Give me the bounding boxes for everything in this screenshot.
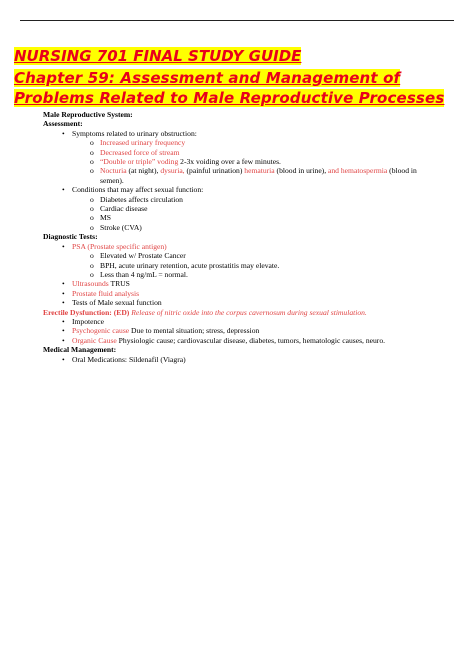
sub-bullet-icon: o: [90, 213, 94, 223]
bullet-icon: •: [62, 288, 65, 298]
ed-heading: Erectile Dysfunction: (ED) Release of nitric oxide into the corpus cavernosum during sexual stimulation.: [43, 307, 367, 317]
doc-title: NURSING 701 FINAL STUDY GUIDE: [14, 47, 302, 65]
sub-bullet-icon: o: [90, 147, 94, 157]
sub-bullet-icon: o: [90, 269, 94, 279]
sub-bullet-icon: o: [90, 138, 94, 148]
bullet-icon: •: [62, 298, 65, 308]
system-heading: Male Reproductive System:: [43, 110, 133, 119]
list-item: • Tests of Male sexual function: [62, 298, 162, 308]
list-item: o Increased urinary frequency: [90, 138, 186, 148]
list-item: o Diabetes affects circulation: [90, 194, 183, 204]
top-rule: [20, 20, 454, 21]
sub-bullet-icon: o: [90, 251, 94, 261]
bullet-icon: •: [62, 279, 65, 289]
bullet-icon: •: [62, 241, 65, 251]
diagnostic-heading: Diagnostic Tests:: [43, 232, 98, 242]
sub-bullet-icon: o: [90, 222, 94, 232]
list-item: • Oral Medications: Sildenafil (Viagra): [62, 354, 186, 364]
bullet-icon: •: [62, 128, 65, 138]
list-item: • Organic Cause Physiologic cause; cardiovascular disease, diabetes, tumors, hematologic causes, neuro.: [62, 335, 386, 345]
list-item: o Nocturia (at night), dysuria, (painful urination) hematuria (blood in urine), and hematospermia (blood in: [90, 166, 417, 176]
list-item: o Less than 4 ng/mL = normal.: [90, 269, 188, 279]
sub-bullet-icon: o: [90, 194, 94, 204]
list-item: • Prostate fluid analysis: [62, 288, 140, 298]
list-item: o Cardiac disease: [90, 204, 148, 214]
list-item: o BPH, acute urinary retention, acute prostatitis may elevate.: [90, 260, 280, 270]
list-item: • Symptoms related to urinary obstruction:: [62, 128, 197, 138]
list-item: • Conditions that may affect sexual function:: [62, 185, 204, 195]
sub-bullet-icon: o: [90, 166, 94, 176]
assessment-heading: Assessment:: [43, 119, 83, 129]
list-item: o Elevated w/ Prostate Cancer: [90, 251, 186, 261]
list-item: o Decreased force of stream: [90, 147, 180, 157]
list-item: o Stroke (CVA): [90, 222, 142, 232]
list-item: • PSA (Prostate specific antigen): [62, 241, 167, 251]
chapter-title-line2: Problems Related to Male Reproductive Processes: [14, 89, 445, 107]
bullet-icon: •: [62, 354, 65, 364]
list-item: • Ultrasounds TRUS: [62, 279, 130, 289]
bullet-icon: •: [62, 316, 65, 326]
bullet-icon: •: [62, 326, 65, 336]
list-item: • Psychogenic cause Due to mental situation; stress, depression: [62, 326, 260, 336]
list-item: o “Double or triple” voding 2-3x voiding over a few minutes.: [90, 157, 281, 167]
list-item: • Impotence: [62, 316, 105, 326]
chapter-title-line1: Chapter 59: Assessment and Management of: [14, 69, 401, 87]
sub-bullet-icon: o: [90, 157, 94, 167]
sub-bullet-icon: o: [90, 260, 94, 270]
list-item: o MS: [90, 213, 111, 223]
sub-bullet-icon: o: [90, 204, 94, 214]
bullet-icon: •: [62, 335, 65, 345]
study-guide-body: [0, 110, 474, 364]
medical-management-heading: Medical Management:: [43, 345, 117, 355]
list-item-continuation: semen).: [100, 175, 124, 185]
bullet-icon: •: [62, 185, 65, 195]
